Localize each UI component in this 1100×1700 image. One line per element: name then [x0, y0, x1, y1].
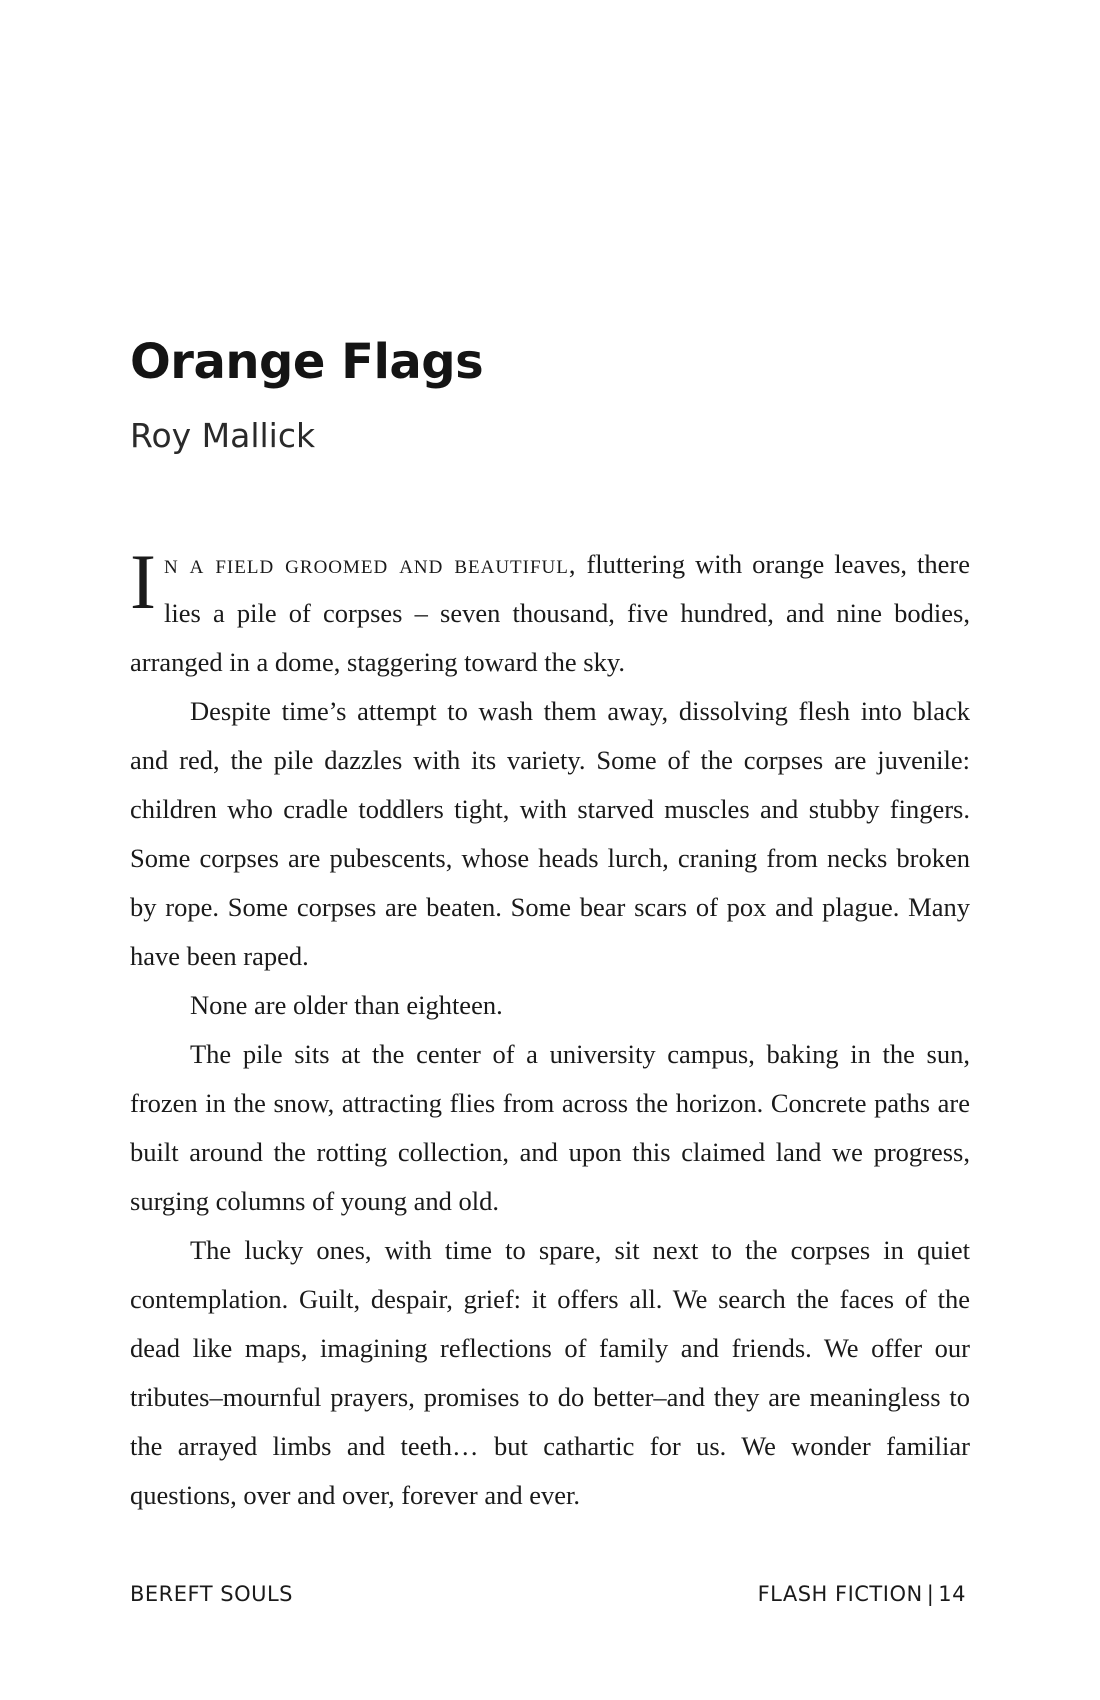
paragraph-5: The lucky ones, with time to spare, sit next to the corpses in quiet contemplation. Guilt, despair, grief: it offers all. We search the faces of the dead like maps, imagining reflections of family and friends. We offer our tributes–mournful prayers, promises to do better–and they are meaningless to the arrayed limbs and teeth… but cathartic for us. We wonder familiar questions, over and over, forever and ever. — [130, 1235, 970, 1510]
paragraph-1-text: fluttering with orange leaves, there lies a pile of corpses – seven thousand, five hundred, and nine bodies, arranged in a dome, staggering toward the sky. — [130, 549, 970, 677]
paragraph-1 — [130, 540, 970, 687]
drop-cap: I — [130, 538, 156, 625]
footer-section — [758, 1582, 966, 1606]
story-author: Roy Mallick — [130, 416, 316, 455]
paragraph-3: None are older than eighteen. — [190, 990, 503, 1020]
lead-in-smallcaps: n a field groomed and beautiful, — [163, 549, 577, 579]
story-body — [130, 540, 970, 1520]
story-title: Orange Flags — [130, 334, 484, 390]
footer-separator: | — [926, 1582, 935, 1606]
footer-publication: BEREFT SOULS — [130, 1582, 294, 1606]
footer-section-label: FLASH FICTION — [757, 1582, 923, 1606]
paragraph-2: Despite time’s attempt to wash them away, dissolving flesh into black and red, the pile dazzles with its variety. Some of the corpses are juvenile: children who cradle toddlers tight, with starved muscles and stubby fingers. Some corpses are pubescents, whose heads lurch, craning from necks broken by rope. Some corpses are beaten. Some bear scars of pox and plague. Many have been raped. — [130, 696, 970, 971]
paragraph-4: The pile sits at the center of a university campus, baking in the sun, frozen in the snow, attracting flies from across the horizon. Concrete paths are built around the rotting collection, and upon this claimed land we progress, surging columns of young and old. — [130, 1039, 970, 1216]
page-number: 14 — [938, 1582, 966, 1606]
